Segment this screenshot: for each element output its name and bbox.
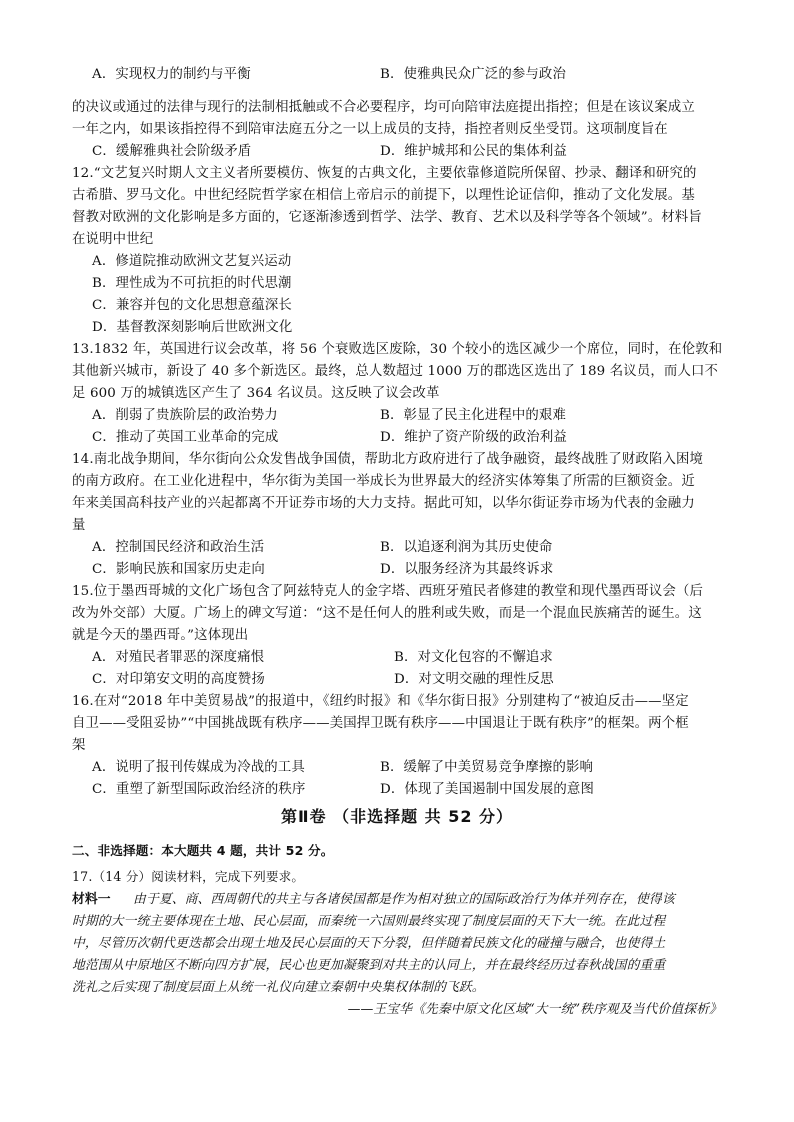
q12-option-b: B．理性成为不可抗拒的时代思潮 [92, 276, 292, 291]
q15-option-c: C．对印第安文明的高度赞扬 [92, 672, 265, 687]
material-1-line-3: 中，尽管历次朝代更迭都会出现土地及民心层面的天下分裂，但伴随着民族文化的碰撞与融合，也使得土 [72, 936, 666, 951]
q13-text-line-1: 13.1832 年，英国进行议会改革，将 56 个衰败选区废除，30 个较小的选区减少一个席位，同时，在伦敦和 [72, 342, 723, 357]
material-1-source: ——王宝华《先秦中原文化区域“大一统”秩序观及当代价值探析》 [347, 1002, 722, 1017]
q16-option-c: C．重塑了新型国际政治经济的秩序 [92, 782, 306, 797]
q14-option-a: A．控制国民经济和政治生活 [92, 540, 265, 555]
q13-option-c: C．推动了英国工业革命的完成 [92, 430, 279, 445]
q16-text-line-2: 自卫——受阻妥协”“中国挑战既有秩序——美国捍卫既有秩序——中国退让于既有秩序”的框架。两个框 [72, 716, 689, 731]
q12-text-line-4: 在说明中世纪 [72, 232, 154, 247]
q17-intro: 17.（14 分）阅读材料，完成下列要求。 [72, 869, 305, 884]
q12-text-line-3: 督教对欧洲的文化影响是多方面的，它逐渐渗透到哲学、法学、教育、艺术以及科学等各个领域”。材料旨 [72, 210, 702, 225]
q15-option-a: A．对殖民者罪恶的深度痛恨 [92, 650, 265, 665]
q14-option-c: C．影响民族和国家历史走向 [92, 562, 265, 577]
q13-text-line-2: 其他新兴城市，新设了 40 多个新选区。最终，总人数超过 1000 万的郡选区选出了 189 名议员，而人口不 [72, 364, 719, 379]
q11-option-d: D．维护城邦和公民的集体利益 [380, 144, 567, 159]
q15-text-line-3: 就是今天的墨西哥。”这体现出 [72, 628, 249, 643]
q12-option-c: C．兼容并包的文化思想意蕴深长 [92, 298, 292, 313]
material-1-line-5: 洗礼之后实现了制度层面上从统一礼仪向建立秦朝中央集权体制的飞跃。 [72, 980, 485, 995]
q13-option-a: A．削弱了贵族阶层的政治势力 [92, 408, 278, 423]
q14-text-line-3: 年来美国高科技产业的兴起都离不开证券市场的大力支持。据此可知，以华尔街证券市场为代表的金融力 [72, 496, 695, 511]
q16-option-d: D．体现了美国遏制中国发展的意图 [380, 782, 594, 797]
q11-option-a: A．实现权力的制约与平衡 [92, 67, 251, 82]
q12-text-line-2: 古希腊、罗马文化。中世纪经院哲学家在相信上帝启示的前提下，以理性论证信仰，推动了文化发展。基 [72, 188, 695, 203]
q16-option-a: A．说明了报刊传媒成为冷战的工具 [92, 760, 305, 775]
q15-option-d: D．对文明交融的理性反思 [394, 672, 554, 687]
q16-text-line-1: 16.在对“2018 年中美贸易战”的报道中，《纽约时报》和《华尔街日报》分别建构了“被迫反击——坚定 [72, 694, 689, 709]
q15-text-line-2: 改为外交部）大厦。广场上的碑文写道：“这不是任何人的胜利或失败，而是一个混血民族痛苦的诞生。这 [72, 606, 702, 621]
q11-text-line-2: 一年之内，如果该指控得不到陪审法庭五分之一以上成员的支持，指控者则反坐受罚。这项制度旨在 [72, 122, 668, 137]
q13-text-line-3: 足 600 万的城镇选区产生了 364 名议员。这反映了议会改革 [72, 386, 440, 401]
section-2-heading: 二、非选择题：本大题共 4 题，共计 52 分。 [72, 843, 334, 858]
q14-option-b: B．以追逐利润为其历史使命 [380, 540, 553, 555]
q15-text-line-1: 15.位于墨西哥城的文化广场包含了阿兹特克人的金字塔、西班牙殖民者修建的教堂和现代墨西哥议会（后 [72, 584, 704, 599]
q13-option-d: D．维护了资产阶级的政治利益 [380, 430, 567, 445]
q14-option-d: D．以服务经济为其最终诉求 [380, 562, 554, 577]
material-1-line-2: 时期的大一统主要体现在土地、民心层面，而秦统一六国则最终实现了制度层面的天下大一统。在此过程 [72, 914, 666, 929]
q14-text-line-4: 量 [72, 518, 86, 533]
q15-option-b: B．对文化包容的不懈追求 [394, 650, 553, 665]
q12-option-a: A．修道院推动欧洲文艺复兴运动 [92, 254, 292, 269]
q11-option-c: C．缓解雅典社会阶级矛盾 [92, 144, 252, 159]
section-2-title: 第Ⅱ卷 （非选择题 共 52 分） [280, 807, 514, 826]
q12-option-d: D．基督教深刻影响后世欧洲文化 [92, 320, 293, 335]
material-1-text-1: 由于夏、商、西周朝代的共主与各诸侯国都是作为相对独立的国际政治行为体并列存在，使得该 [133, 892, 675, 907]
material-1-label: 材料一 [72, 892, 111, 907]
material-1-line-1 [72, 889, 722, 910]
q16-text-line-3: 架 [72, 738, 86, 753]
q14-text-line-1: 14.南北战争期间，华尔街向公众发售战争国债，帮助北方政府进行了战争融资，最终战胜了财政陷入困境 [72, 452, 704, 467]
q12-text-line-1: 12.“文艺复兴时期人文主义者所要模仿、恢复的古典文化，主要依靠修道院所保留、抄录、翻译和研究的 [72, 166, 697, 181]
q11-option-b: B．使雅典民众广泛的参与政治 [380, 67, 567, 82]
q16-option-b: B．缓解了中美贸易竞争摩擦的影响 [380, 760, 594, 775]
q11-text-line-1: 的决议或通过的法律与现行的法制相抵触或不合必要程序，均可向陪审法庭提出指控；但是在该议案成立 [72, 100, 695, 115]
q13-option-b: B．彰显了民主化进程中的艰难 [380, 408, 567, 423]
material-1-line-4: 地范围从中原地区不断向四方扩展，民心也更加凝聚到对共主的认同上，并在最终经历过春秋战国的重重 [72, 958, 666, 973]
q14-text-line-2: 的南方政府。在工业化进程中，华尔街为美国一举成长为世界最大的经济实体筹集了所需的巨额资金。近 [72, 474, 695, 489]
